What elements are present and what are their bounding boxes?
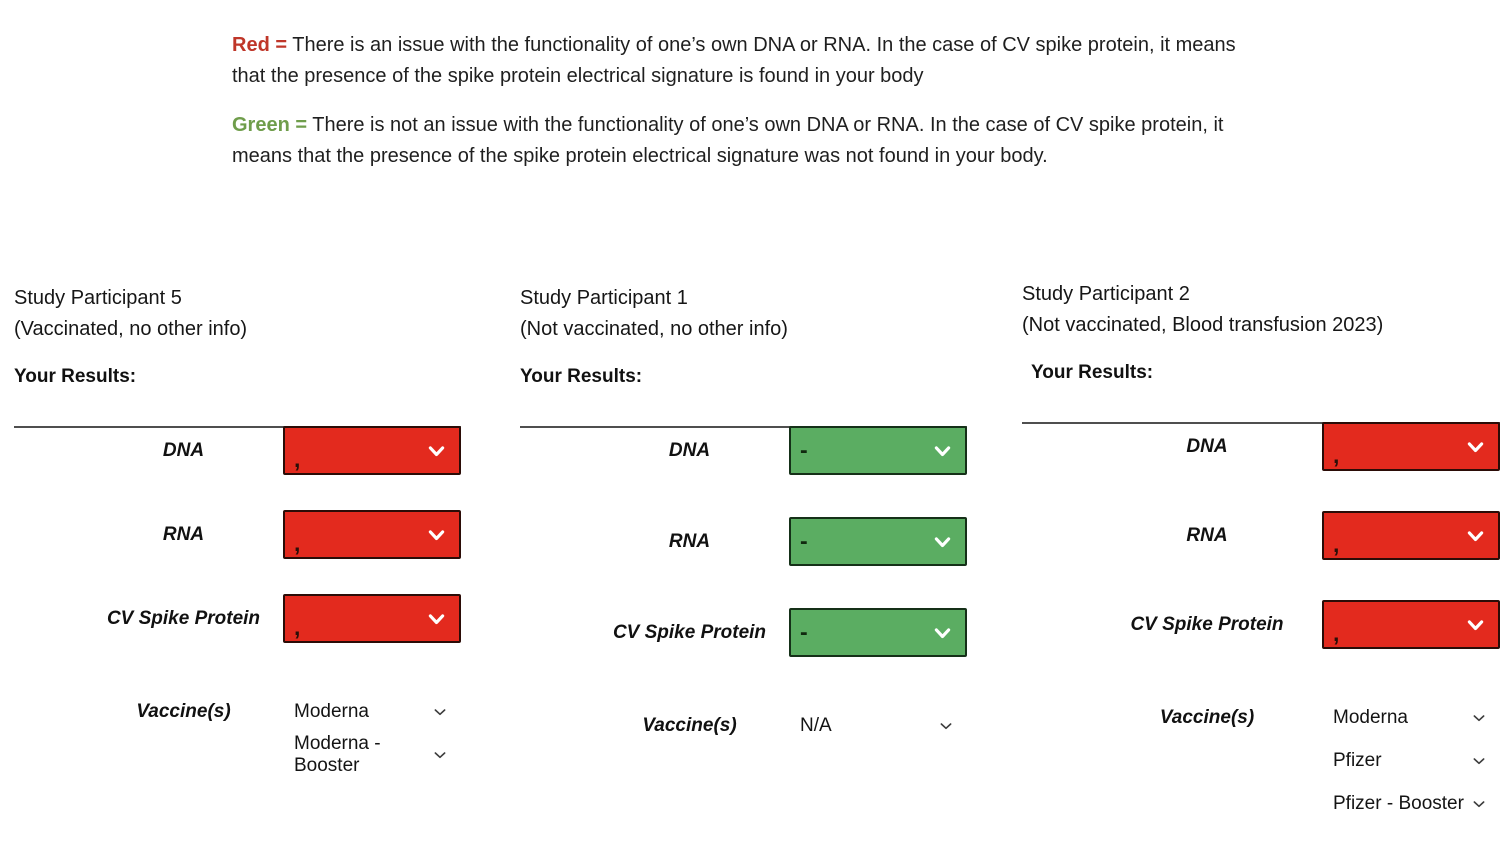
chevron-down-icon bbox=[1465, 436, 1486, 457]
dropdown-value: , bbox=[1333, 531, 1340, 557]
chevron-down-icon bbox=[426, 524, 447, 545]
result-row-label: CV Spike Protein bbox=[1130, 613, 1284, 635]
rna-result-dropdown[interactable] bbox=[789, 517, 967, 566]
your-results-heading: Your Results: bbox=[14, 366, 137, 387]
participant-info: (Vaccinated, no other info) bbox=[14, 318, 248, 340]
chevron-down-icon bbox=[432, 704, 448, 720]
chevron-down-icon bbox=[1465, 525, 1486, 546]
legend-red-text: There is an issue with the functionality of one’s own DNA or RNA. In the case of CV spike protein, it means that the presence of the spike protein electrical signature is found in your body bbox=[232, 34, 1236, 87]
dropdown-value: , bbox=[294, 446, 301, 472]
vaccine-value: Pfizer - Booster bbox=[1333, 792, 1464, 814]
dropdown-value: - bbox=[800, 435, 808, 462]
dropdown-value: , bbox=[294, 614, 301, 640]
rna-result-dropdown[interactable] bbox=[283, 510, 461, 559]
vaccine-select[interactable] bbox=[789, 704, 967, 747]
vaccine-value: N/A bbox=[800, 714, 832, 736]
result-row-rna bbox=[1022, 511, 1500, 560]
rna-result-dropdown[interactable] bbox=[1322, 511, 1500, 560]
dropdown-value: , bbox=[294, 530, 301, 556]
chevron-down-icon bbox=[432, 747, 448, 763]
results-table bbox=[14, 426, 461, 776]
vaccine-values bbox=[1322, 696, 1500, 825]
result-row-dna bbox=[1022, 422, 1500, 471]
chevron-down-icon bbox=[938, 718, 954, 734]
chevron-down-icon bbox=[932, 622, 953, 643]
results-table bbox=[1022, 422, 1500, 825]
result-row-label: RNA bbox=[668, 530, 711, 552]
chevron-down-icon bbox=[1465, 614, 1486, 635]
dna-result-dropdown[interactable] bbox=[789, 426, 967, 475]
cv-spike-result-dropdown[interactable] bbox=[789, 608, 967, 657]
chevron-down-icon bbox=[932, 440, 953, 461]
vaccines-label: Vaccine(s) bbox=[1159, 707, 1255, 728]
vaccine-select[interactable] bbox=[283, 690, 461, 733]
vaccine-value: Pfizer bbox=[1333, 749, 1382, 771]
chevron-down-icon bbox=[1471, 710, 1487, 726]
result-row-label: CV Spike Protein bbox=[612, 621, 767, 643]
cv-spike-result-dropdown[interactable] bbox=[1322, 600, 1500, 649]
result-row-label: RNA bbox=[162, 523, 205, 545]
legend-green-paragraph bbox=[232, 110, 1247, 172]
result-row-cv-spike bbox=[1022, 600, 1500, 649]
vaccine-row bbox=[14, 690, 461, 776]
participant-info: (Not vaccinated, no other info) bbox=[520, 318, 788, 340]
color-legend bbox=[232, 30, 1247, 190]
vaccine-select[interactable] bbox=[1322, 696, 1500, 739]
participant-column-5 bbox=[14, 283, 461, 776]
vaccine-row bbox=[1022, 696, 1500, 825]
result-row-label: DNA bbox=[668, 439, 711, 461]
chevron-down-icon bbox=[1471, 796, 1487, 812]
result-row-rna bbox=[520, 517, 967, 566]
chevron-down-icon bbox=[426, 608, 447, 629]
participant-column-2 bbox=[1022, 279, 1500, 825]
vaccines-label: Vaccine(s) bbox=[642, 715, 737, 736]
result-row-label: CV Spike Protein bbox=[106, 607, 261, 629]
participant-name: Study Participant 1 bbox=[520, 287, 688, 309]
vaccines-label: Vaccine(s) bbox=[136, 701, 231, 722]
result-row-label: DNA bbox=[162, 439, 205, 461]
chevron-down-icon bbox=[426, 440, 447, 461]
vaccine-select[interactable] bbox=[1322, 739, 1500, 782]
participant-column-1 bbox=[520, 283, 967, 747]
vaccine-values bbox=[789, 704, 967, 747]
dropdown-value: , bbox=[1333, 620, 1340, 646]
chevron-down-icon bbox=[1471, 753, 1487, 769]
your-results-heading: Your Results: bbox=[520, 366, 643, 387]
participant-info: (Not vaccinated, Blood transfusion 2023) bbox=[1022, 314, 1384, 336]
result-row-label: DNA bbox=[1186, 435, 1228, 457]
dna-result-dropdown[interactable] bbox=[1322, 422, 1500, 471]
result-row-dna bbox=[520, 426, 967, 475]
legend-red-paragraph bbox=[232, 30, 1247, 92]
dropdown-value: , bbox=[1333, 442, 1340, 468]
result-row-label: RNA bbox=[1186, 524, 1228, 546]
cv-spike-result-dropdown[interactable] bbox=[283, 594, 461, 643]
legend-green-label: Green = bbox=[232, 114, 308, 136]
dropdown-value: - bbox=[800, 526, 808, 553]
vaccine-value: Moderna bbox=[1333, 706, 1408, 728]
result-row-cv-spike bbox=[520, 608, 967, 657]
result-row-rna bbox=[14, 510, 461, 559]
dropdown-value: - bbox=[800, 617, 808, 644]
your-results-heading: Your Results: bbox=[1031, 362, 1154, 383]
vaccine-select[interactable] bbox=[283, 733, 461, 776]
legend-red-label: Red = bbox=[232, 34, 288, 56]
legend-green-text: There is not an issue with the functionality of one’s own DNA or RNA. In the case of CV spike protein, it means that the presence of the spike protein electrical signature was not found in your body. bbox=[232, 114, 1224, 167]
participant-name: Study Participant 2 bbox=[1022, 283, 1190, 305]
result-row-dna bbox=[14, 426, 461, 475]
vaccine-value: Moderna bbox=[294, 700, 369, 722]
chevron-down-icon bbox=[932, 531, 953, 552]
participant-name: Study Participant 5 bbox=[14, 287, 182, 309]
vaccine-values bbox=[283, 690, 461, 776]
result-row-cv-spike bbox=[14, 594, 461, 643]
vaccine-value: Moderna - Booster bbox=[294, 732, 381, 776]
vaccine-select[interactable] bbox=[1322, 782, 1500, 825]
results-table bbox=[520, 426, 967, 747]
dna-result-dropdown[interactable] bbox=[283, 426, 461, 475]
vaccine-row bbox=[520, 704, 967, 747]
